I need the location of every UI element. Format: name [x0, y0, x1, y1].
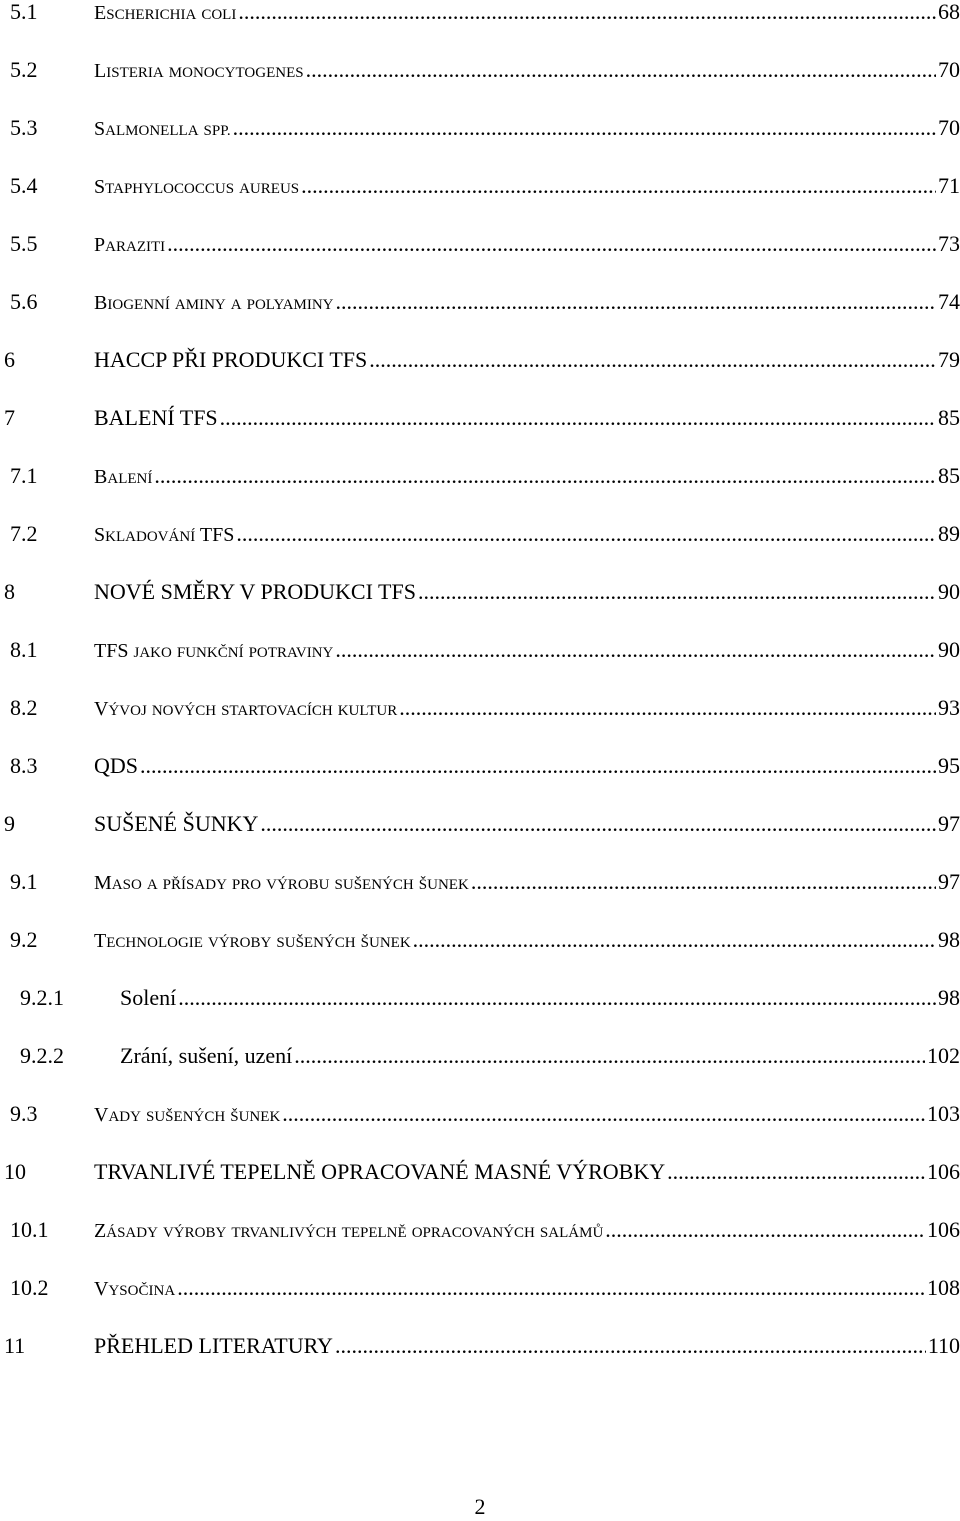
toc-entry-number: 9.2.2 [20, 1043, 64, 1068]
toc-entry-number: 5.3 [10, 115, 38, 140]
toc-entry[interactable] [0, 1036, 960, 1076]
toc-entry-number: 5.4 [10, 173, 38, 198]
toc-entry-number: 5.6 [10, 289, 38, 314]
toc-entry-page: 90 [938, 637, 960, 662]
toc-entry[interactable] [0, 166, 960, 206]
toc-entry-title: NOVÉ SMĚRY V PRODUKCI TFS [94, 579, 416, 604]
toc-entry[interactable] [0, 1094, 960, 1134]
toc-entry-number: 7 [4, 405, 15, 430]
dot-leader [667, 1152, 925, 1192]
toc-entry[interactable] [0, 746, 960, 786]
toc-entry-title: SUŠENÉ ŠUNKY [94, 811, 259, 836]
toc-entry-page: 98 [938, 985, 960, 1010]
toc-entry-title: STAPHYLOCOCCUS AUREUS [94, 176, 300, 198]
toc-entry[interactable] [0, 920, 960, 960]
toc-entry-number: 9.2 [10, 927, 38, 952]
toc-entry[interactable] [0, 804, 960, 844]
toc-entry-page: 89 [938, 521, 960, 546]
toc-entry-page: 85 [938, 405, 960, 430]
dot-leader [335, 1326, 926, 1366]
dot-leader [220, 398, 936, 438]
toc-entry-number: 8 [4, 579, 15, 604]
dot-leader [335, 630, 936, 670]
toc-entry[interactable] [0, 224, 960, 264]
dot-leader [605, 1210, 925, 1250]
toc-entry-number: 9 [4, 811, 15, 836]
toc-entry[interactable] [0, 1268, 960, 1308]
dot-leader [282, 1094, 925, 1134]
toc-entry-page: 93 [938, 695, 960, 720]
toc-entry[interactable] [0, 456, 960, 496]
toc-entry-title: Zrání, sušení, uzení [120, 1043, 293, 1068]
toc-entry-page: 70 [938, 57, 960, 82]
dot-leader [236, 514, 936, 554]
dot-leader [154, 456, 936, 496]
toc-entry-number: 5.5 [10, 231, 38, 256]
toc-entry-title: VYSOČINA [94, 1278, 176, 1300]
toc-entry-number: 8.1 [10, 637, 38, 662]
toc-entry-title: MASO A PŘÍSADY PRO VÝROBU SUŠENÝCH ŠUNEK [94, 872, 469, 894]
dot-leader [399, 688, 936, 728]
toc-entry[interactable] [0, 340, 960, 380]
toc-entry-page: 98 [938, 927, 960, 952]
toc-entry-title: BIOGENNÍ AMINY A POLYAMINY [94, 292, 334, 314]
toc-entry[interactable] [0, 0, 960, 32]
dot-leader [178, 978, 936, 1018]
dot-leader [301, 166, 936, 206]
toc-entry-number: 9.2.1 [20, 985, 64, 1010]
toc-entry-title: ESCHERICHIA COLI [94, 2, 237, 24]
dot-leader [167, 224, 936, 264]
toc-entry-title: SKLADOVÁNÍ TFS [94, 524, 235, 546]
toc-entry[interactable] [0, 688, 960, 728]
toc-entry-page: 73 [938, 231, 960, 256]
toc-entry-page: 79 [938, 347, 960, 372]
toc-entry-page: 68 [938, 0, 960, 24]
toc-entry-page: 70 [938, 115, 960, 140]
toc-entry[interactable] [0, 978, 960, 1018]
toc-entry-title: TECHNOLOGIE VÝROBY SUŠENÝCH ŠUNEK [94, 930, 411, 952]
toc-entry-title: TFS JAKO FUNKČNÍ POTRAVINY [94, 640, 334, 662]
toc-entry[interactable] [0, 398, 960, 438]
toc-entry-page: 85 [938, 463, 960, 488]
dot-leader [471, 862, 936, 902]
toc-entry-number: 10 [4, 1159, 26, 1184]
toc-entry-title: SALMONELLA SPP. [94, 118, 231, 140]
toc-entry-title: VÝVOJ NOVÝCH STARTOVACÍCH KULTUR [94, 698, 398, 720]
toc-entry-number: 7.1 [10, 463, 38, 488]
toc-entry[interactable] [0, 630, 960, 670]
toc-entry-title: Solení [120, 985, 177, 1010]
toc-entry-title: ZÁSADY VÝROBY TRVANLIVÝCH TEPELNĚ OPRACOVANÝCH SALÁMŮ [94, 1220, 604, 1242]
toc-entry[interactable] [0, 282, 960, 322]
toc-entry-page: 97 [938, 869, 960, 894]
toc-entry-title: HACCP PŘI PRODUKCI TFS [94, 347, 368, 372]
toc-entry[interactable] [0, 1326, 960, 1366]
dot-leader [233, 108, 936, 148]
toc-entry[interactable] [0, 108, 960, 148]
toc-entry[interactable] [0, 50, 960, 90]
toc-entry[interactable] [0, 514, 960, 554]
toc-entry-page: 74 [938, 289, 960, 314]
toc-entry[interactable] [0, 1152, 960, 1192]
toc-entry-page: 103 [927, 1101, 960, 1126]
toc-entry[interactable] [0, 1210, 960, 1250]
toc-entry-number: 7.2 [10, 521, 38, 546]
page-number: 2 [474, 1494, 486, 1519]
toc-entry-number: 5.1 [10, 0, 38, 24]
toc-entry-title: VADY SUŠENÝCH ŠUNEK [94, 1104, 281, 1126]
toc-entry-title: PŘEHLED LITERATURY [94, 1333, 333, 1358]
toc-entry-page: 71 [938, 173, 960, 198]
dot-leader [238, 0, 936, 32]
toc-entry-title: BALENÍ TFS [94, 405, 218, 430]
toc-entry-title: BALENÍ [94, 466, 153, 488]
toc-entry-page: 90 [938, 579, 960, 604]
toc-entry-number: 9.1 [10, 869, 38, 894]
toc-entry-number: 8.2 [10, 695, 38, 720]
toc-entry-page: 110 [927, 1333, 960, 1358]
toc-entry-title: TRVANLIVÉ TEPELNĚ OPRACOVANÉ MASNÉ VÝROBKY [94, 1159, 666, 1184]
toc-entry-title: LISTERIA MONOCYTOGENES [94, 60, 304, 82]
toc-entry-page: 106 [927, 1217, 960, 1242]
toc-entry[interactable] [0, 572, 960, 612]
toc-entry-page: 102 [927, 1043, 960, 1068]
toc-entry-number: 6 [4, 347, 15, 372]
dot-leader [140, 746, 936, 786]
toc-entry-page: 95 [938, 753, 960, 778]
toc-entry-title: QDS [94, 753, 139, 778]
toc-entry-number: 10.1 [10, 1217, 49, 1242]
toc-entry[interactable] [0, 862, 960, 902]
dot-leader [413, 920, 936, 960]
dot-leader [306, 50, 936, 90]
toc-entry-number: 5.2 [10, 57, 38, 82]
toc-entry-title: PARAZITI [94, 234, 166, 256]
dot-leader [260, 804, 936, 844]
dot-leader [418, 572, 936, 612]
toc-entry-page: 106 [927, 1159, 960, 1184]
toc-entry-number: 9.3 [10, 1101, 38, 1126]
dot-leader [177, 1268, 925, 1308]
dot-leader [336, 282, 936, 322]
toc-entry-number: 8.3 [10, 753, 38, 778]
dot-leader [294, 1036, 925, 1076]
toc-entry-page: 108 [927, 1275, 960, 1300]
toc-entry-page: 97 [938, 811, 960, 836]
dot-leader [369, 340, 936, 380]
toc-entry-number: 11 [4, 1333, 26, 1358]
toc-entry-number: 10.2 [10, 1275, 49, 1300]
